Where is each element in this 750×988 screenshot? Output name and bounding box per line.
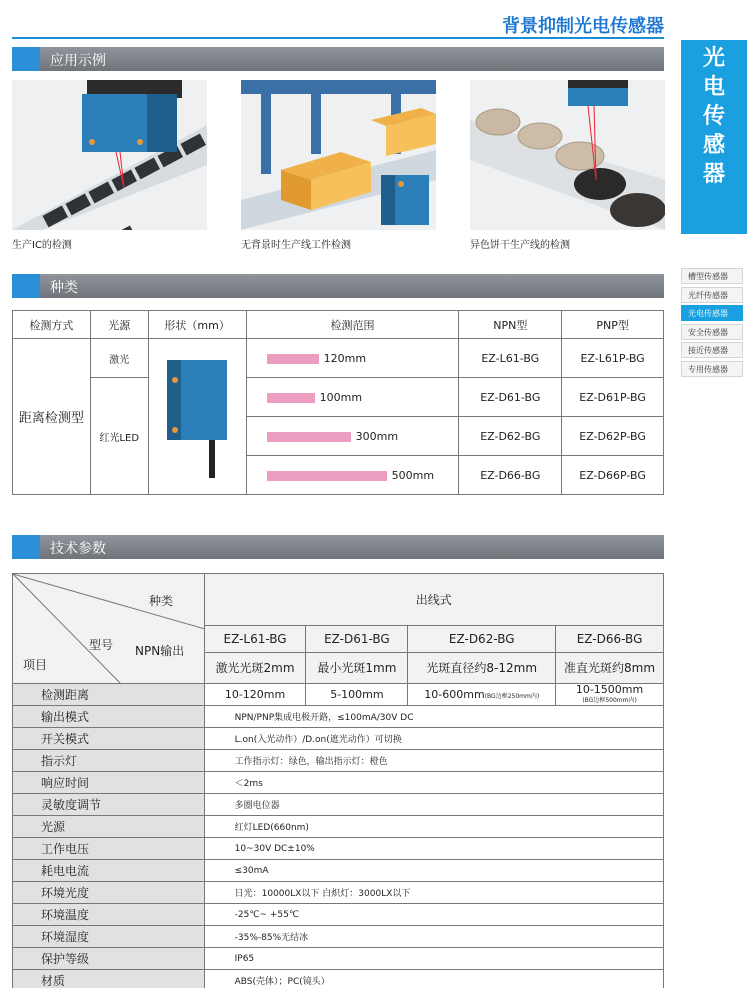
spec-value: ABS(壳体）；PC(镜头） — [204, 970, 663, 988]
shape-cell — [148, 339, 246, 495]
spec-value: 工作指示灯：绿色，输出指示灯：橙色 — [204, 750, 663, 772]
section-specs-title: 技术参数 — [50, 541, 106, 557]
model-note: 准直光斑约8mm — [556, 652, 664, 683]
side-nav — [681, 268, 743, 380]
table-row — [13, 378, 664, 417]
th-pnp: PNP型 — [562, 311, 664, 339]
spec-label: 光源 — [13, 816, 205, 838]
table-row — [13, 926, 664, 948]
nav-item-safety-sensor[interactable]: 安全传感器 — [681, 324, 743, 340]
range-cell — [246, 417, 459, 456]
photo-biscuit-detection — [470, 80, 665, 230]
source-led: 红光LED — [90, 378, 148, 495]
table-row — [13, 816, 664, 838]
title-underline — [12, 37, 664, 39]
nav-item-photo-sensor[interactable]: 光电传感器 — [681, 305, 743, 321]
npn-model: EZ-D62-BG — [459, 417, 562, 456]
side-category-block — [681, 40, 747, 234]
side-char: 传 — [702, 104, 725, 129]
caption-1: 生产IC的检测 — [12, 240, 72, 251]
side-char: 感 — [702, 133, 725, 158]
range-bar — [267, 432, 351, 442]
spec-label: 环境湿度 — [13, 926, 205, 948]
th-source: 光源 — [90, 311, 148, 339]
table-row — [13, 684, 664, 706]
distance-value: 10-1500mm — [575, 682, 644, 696]
table-row — [13, 970, 664, 988]
spec-label: 材质 — [13, 970, 205, 988]
spec-label: 检测距离 — [13, 684, 205, 706]
nav-item-slot-sensor[interactable]: 槽型传感器 — [681, 268, 743, 284]
table-row — [13, 948, 664, 970]
table-row — [13, 728, 664, 750]
spec-value: L.on(入光动作）/D.on(遮光动作）可切换 — [204, 728, 663, 750]
section-examples-title: 应用示例 — [50, 53, 106, 69]
pnp-model: EZ-D66P-BG — [562, 456, 664, 495]
range-bar — [267, 471, 387, 481]
method-cell: 距离检测型 — [13, 339, 91, 495]
distance-value: 10-600mm — [424, 688, 485, 701]
diag-header-cell — [13, 574, 205, 684]
table-row — [13, 838, 664, 860]
pnp-model: EZ-D62P-BG — [562, 417, 664, 456]
spec-label: 开关模式 — [13, 728, 205, 750]
table-row — [13, 750, 664, 772]
spec-value: -25℃~ +55℃ — [204, 904, 663, 926]
spec-label: 耗电电流 — [13, 860, 205, 882]
side-char: 电 — [702, 75, 725, 100]
caption-3: 异色饼干生产线的检测 — [470, 240, 570, 251]
spec-value: IP65 — [204, 948, 663, 970]
nav-item-fiber-sensor[interactable]: 光纤传感器 — [681, 287, 743, 303]
kind-label: 种类 — [149, 594, 174, 608]
spec-value: 红灯LED(660nm) — [204, 816, 663, 838]
model-cell: EZ-L61-BG — [204, 625, 306, 652]
npn-model: EZ-D61-BG — [459, 378, 562, 417]
range-bar — [267, 393, 315, 403]
spec-label: 环境温度 — [13, 904, 205, 926]
specs-header-row — [13, 574, 664, 626]
spec-label: 灵敏度调节 — [13, 794, 205, 816]
range-cell — [246, 378, 459, 417]
section-types-title: 种类 — [50, 280, 78, 296]
model-cell: EZ-D61-BG — [306, 625, 408, 652]
pnp-model: EZ-D61P-BG — [562, 378, 664, 417]
spec-label: 保护等级 — [13, 948, 205, 970]
spec-label: 输出模式 — [13, 706, 205, 728]
spec-value: 多圈电位器 — [204, 794, 663, 816]
npn-model: EZ-L61-BG — [459, 339, 562, 378]
section-examples-bar — [12, 47, 664, 71]
model-cell: EZ-D62-BG — [408, 625, 556, 652]
spec-value: NPN/PNP集成电极开路，≤100mA/30V DC — [204, 706, 663, 728]
nav-item-proximity-sensor[interactable]: 接近传感器 — [681, 342, 743, 358]
th-range: 检测范围 — [246, 311, 459, 339]
spec-value: ＜2ms — [204, 772, 663, 794]
caption-2: 无背景时生产线工件检测 — [241, 240, 351, 251]
range-label: 300mm — [355, 429, 399, 443]
model-label: 型号 — [89, 638, 114, 652]
photo-ic-detection — [12, 80, 207, 230]
side-char: 光 — [702, 46, 725, 71]
side-char: 器 — [702, 162, 725, 187]
distance-value: 5-100mm — [306, 684, 408, 706]
spec-value: -35%-85%无结冰 — [204, 926, 663, 948]
table-row — [13, 794, 664, 816]
output-type: 出线式 — [204, 574, 663, 626]
model-note: 光斑直径约8-12mm — [408, 652, 556, 683]
model-note: 激光光斑2mm — [204, 652, 306, 683]
nav-item-special-sensor[interactable]: 专用传感器 — [681, 361, 743, 377]
distance-note: (BG边框250mm内) — [484, 693, 540, 700]
sensor-shape-icon — [157, 350, 237, 480]
range-cell — [246, 339, 459, 378]
distance-value-cell — [556, 684, 664, 706]
types-table — [12, 310, 664, 495]
table-row — [13, 860, 664, 882]
spec-value: 日光：10000LX以下 白炽灯：3000LX以下 — [204, 882, 663, 904]
spec-label: 环境光度 — [13, 882, 205, 904]
npn-label: NPN输出 — [135, 644, 185, 658]
section-types-bar — [12, 274, 664, 298]
th-method: 检测方式 — [13, 311, 91, 339]
spec-label: 指示灯 — [13, 750, 205, 772]
table-row — [13, 706, 664, 728]
distance-value: 10-120mm — [204, 684, 306, 706]
specs-table — [12, 573, 664, 988]
source-laser: 激光 — [90, 339, 148, 378]
spec-value: ≤30mA — [204, 860, 663, 882]
types-header-row — [13, 311, 664, 339]
range-bar — [267, 354, 319, 364]
npn-model: EZ-D66-BG — [459, 456, 562, 495]
range-label: 120mm — [323, 351, 367, 365]
spec-value: 10~30V DC±10% — [204, 838, 663, 860]
table-row — [13, 882, 664, 904]
range-label: 100mm — [319, 390, 363, 404]
table-row — [13, 904, 664, 926]
section-specs-bar — [12, 535, 664, 559]
page-title: 背景抑制光电传感器 — [502, 16, 664, 37]
table-row — [13, 772, 664, 794]
th-npn: NPN型 — [459, 311, 562, 339]
item-label: 项目 — [23, 658, 48, 672]
distance-note: (BG边框500mm内) — [582, 696, 637, 704]
pnp-model: EZ-L61P-BG — [562, 339, 664, 378]
spec-label: 响应时间 — [13, 772, 205, 794]
distance-value-cell — [408, 684, 556, 706]
spec-label: 工作电压 — [13, 838, 205, 860]
table-row — [13, 339, 664, 378]
model-cell: EZ-D66-BG — [556, 625, 664, 652]
range-cell — [246, 456, 459, 495]
range-label: 500mm — [391, 468, 435, 482]
photo-workpiece-detection — [241, 80, 436, 230]
model-note: 最小光斑1mm — [306, 652, 408, 683]
th-shape: 形状（mm） — [148, 311, 246, 339]
